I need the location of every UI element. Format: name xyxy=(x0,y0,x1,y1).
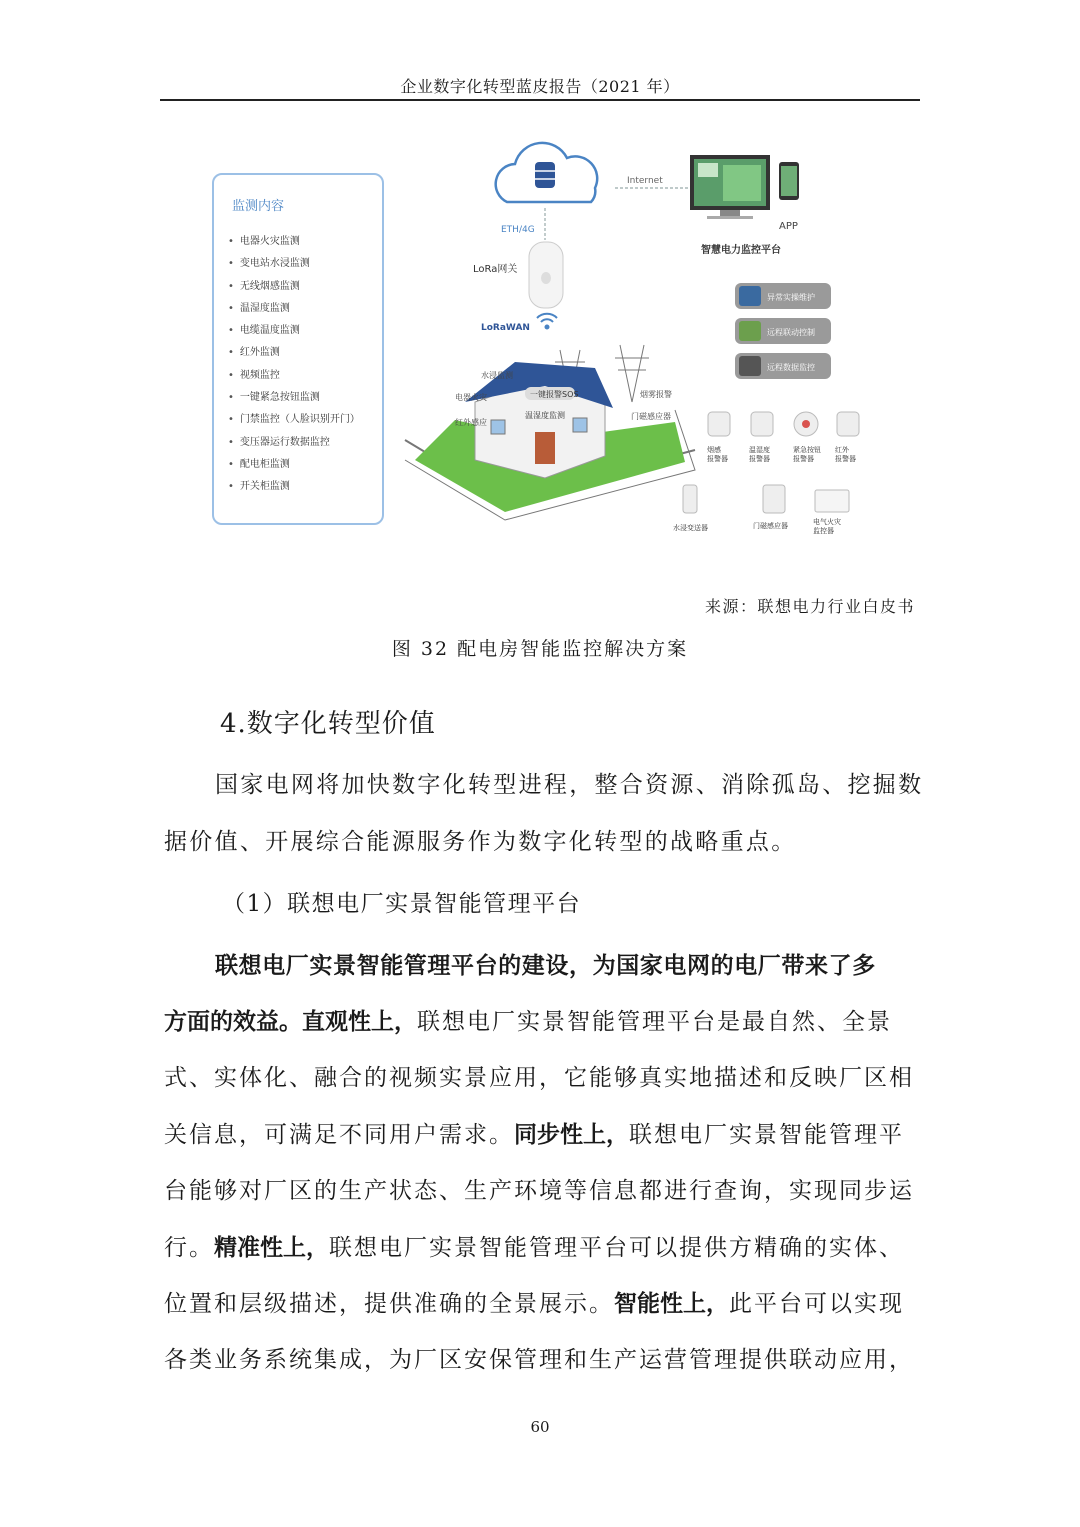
cloud-server-icon xyxy=(496,143,598,202)
control-buttons xyxy=(735,283,831,379)
eth-label: ETH/4G xyxy=(501,225,535,235)
legend-item: • 变电站水浸监测 xyxy=(228,253,360,275)
device-infrared-label: 红外报警器 xyxy=(835,446,856,463)
section-heading: 4.数字化转型价值 xyxy=(220,709,436,739)
device-temp-label: 温湿度报警器 xyxy=(749,446,770,463)
legend-item: • 配电柜监测 xyxy=(228,454,360,476)
legend-item: • 电器火灾监测 xyxy=(228,231,360,253)
temp-label: 温湿度监测 xyxy=(525,411,565,420)
app-label: APP xyxy=(779,221,798,232)
device-sos-label: 紧急按钮报警器 xyxy=(793,446,821,463)
device-door-label: 门磁感应器 xyxy=(753,522,788,530)
sos-label: 一键报警SOS xyxy=(530,390,579,399)
para2-line6: 行。精准性上，联想电厂实景智能管理平台可以提供方精确的实体、 xyxy=(164,1235,904,1261)
legend-item: • 红外监测 xyxy=(228,342,360,364)
internet-label: Internet xyxy=(627,176,663,186)
device-water-label: 水浸变送器 xyxy=(673,524,708,532)
phone-icon xyxy=(779,162,799,200)
legend-item: • 温湿度监测 xyxy=(228,298,360,320)
monitor-icon xyxy=(690,155,770,219)
figure-caption: 图 32 配电房智能监控解决方案 xyxy=(391,638,689,660)
legend-item: • 一键紧急按钮监测 xyxy=(228,387,360,409)
para2-line3: 式、实体化、融合的视频实景应用，它能够真实地描述和反映厂区相 xyxy=(164,1065,914,1091)
wifi-icon xyxy=(537,314,557,329)
legend-list xyxy=(228,231,360,499)
system-diagram xyxy=(395,140,885,550)
fire-label: 电器火灾 xyxy=(455,393,487,402)
infrared-label: 红外感应 xyxy=(455,418,487,427)
running-header: 企业数字化转型蓝皮报告（2021 年） xyxy=(400,77,680,96)
para2-line2: 方面的效益。直观性上，联想电厂实景智能管理平台是最自然、全景 xyxy=(164,1009,892,1035)
water-label: 水浸监测 xyxy=(481,371,513,380)
lorawan-label: LoRaWAN xyxy=(481,323,530,333)
header-rule xyxy=(160,99,920,101)
legend-item: • 电缆温度监测 xyxy=(228,320,360,342)
para2-line5: 台能够对厂区的生产状态、生产环境等信息都进行查询，实现同步运 xyxy=(164,1178,914,1204)
platform-label: 智慧电力监控平台 xyxy=(701,245,781,256)
figure-source: 来源：联想电力行业白皮书 xyxy=(704,597,915,616)
para2-line7: 位置和层级描述，提供准确的全景展示。智能性上，此平台可以实现 xyxy=(164,1291,904,1317)
para1-line1: 国家电网将加快数字化转型进程，整合资源、消除孤岛、挖掘数 xyxy=(215,772,924,798)
para2-line4: 关信息，可满足不同用户需求。同步性上，联想电厂实景智能管理平 xyxy=(164,1122,904,1148)
device-fire-label: 电气火灾监控器 xyxy=(813,518,841,535)
legend-item: • 变压器运行数据监控 xyxy=(228,432,360,454)
para2-line8: 各类业务系统集成，为厂区安保管理和生产运营管理提供联动应用， xyxy=(164,1347,914,1373)
page-number: 60 xyxy=(530,1418,550,1436)
figure-monitoring-solution xyxy=(205,140,885,560)
btn-maintenance-label: 异常实操维护 xyxy=(767,293,815,302)
btn-data-label: 远程数据监控 xyxy=(767,363,815,372)
para1-line2: 据价值、开展综合能源服务作为数字化转型的战略重点。 xyxy=(164,829,797,855)
legend-title: 监测内容 xyxy=(232,199,285,214)
device-smoke-label: 烟感报警器 xyxy=(707,446,728,463)
lora-gateway-label: LoRa网关 xyxy=(473,264,518,275)
legend-item: • 无线烟感监测 xyxy=(228,276,360,298)
btn-linkage-label: 远程联动控制 xyxy=(767,328,815,337)
smoke-label: 烟雾报警 xyxy=(640,390,672,399)
sub-heading: （1）联想电厂实景智能管理平台 xyxy=(222,891,582,917)
legend-item: • 开关柜监测 xyxy=(228,476,360,498)
lora-gateway-icon xyxy=(529,242,563,308)
door-label: 门磁感应器 xyxy=(631,412,671,421)
legend-item: • 门禁监控（人脸识别开门） xyxy=(228,409,360,431)
para2-line1: 联想电厂实景智能管理平台的建设，为国家电网的电厂带来了多 xyxy=(215,953,876,979)
monitoring-content-box xyxy=(212,173,384,525)
legend-item: • 视频监控 xyxy=(228,365,360,387)
